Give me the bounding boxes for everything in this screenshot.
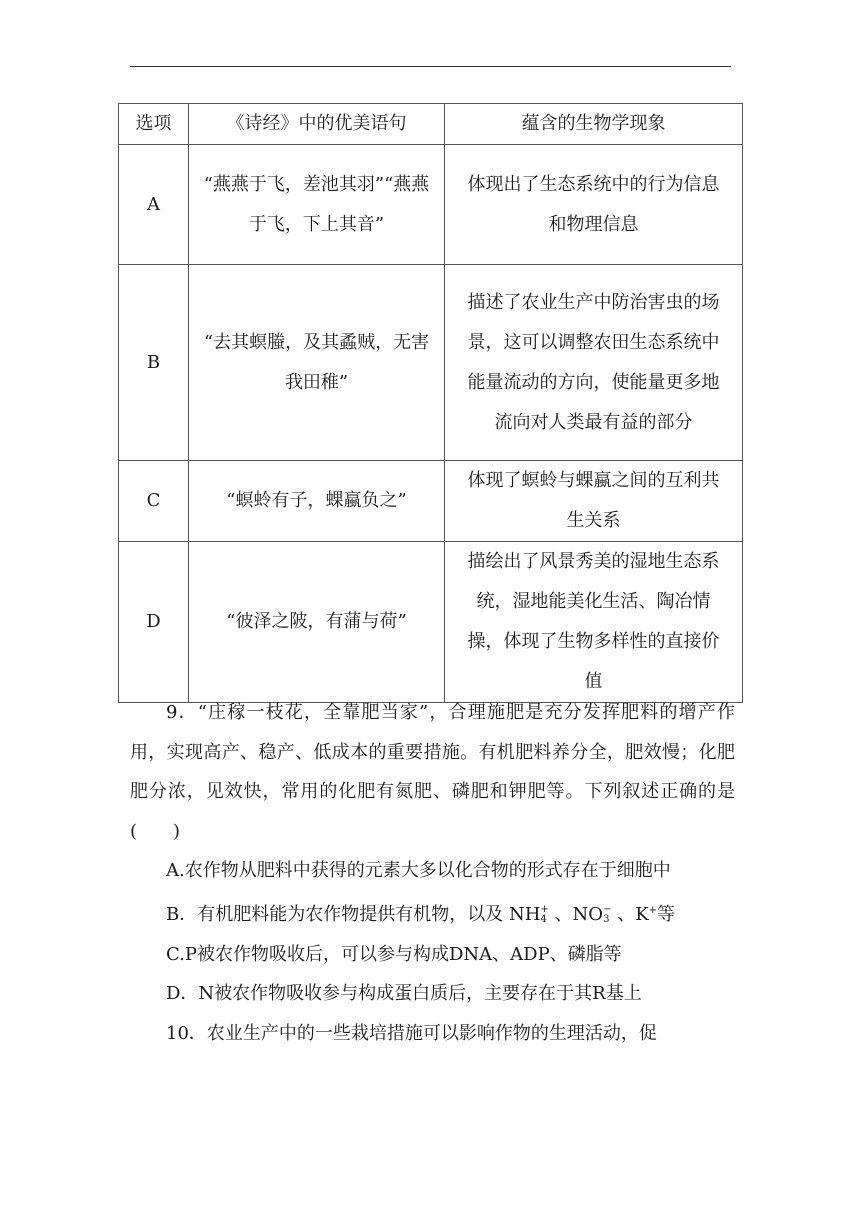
ion-nitrate: NO − 3	[572, 903, 612, 925]
separator: 、	[617, 903, 636, 925]
ion-potassium: K+	[635, 903, 658, 925]
row-option: D	[119, 542, 189, 703]
header-phenomenon: 蕴含的生物学现象	[445, 104, 743, 145]
row-phenomenon: 体现了螟蛉与蜾蠃之间的互利共生关系	[445, 461, 743, 542]
table-row	[119, 461, 743, 542]
ion-ammonium: NH + 4	[508, 903, 549, 925]
row-phenomenon: 描绘出了风景秀美的湿地生态系统，湿地能美化生活、陶冶情操，体现了生物多样性的直接价值	[445, 542, 743, 703]
row-option: C	[119, 461, 189, 542]
row-phenomenon: 描述了农业生产中防治害虫的场景，这可以调整农田生态系统中能量流动的方向，使能量更多地流向对人类最有益的部分	[445, 265, 743, 461]
question-9-stem: 9．“庄稼一枝花，全靠肥当家”，合理施肥是充分发挥肥料的增产作用，实现高产、稳产、低成本的重要措施。有机肥料养分全，肥效慢；化肥肥分浓，见效快，常用的化肥有氮肥、磷肥和钾肥等。下列叙述正确的是( )	[130, 702, 735, 842]
row-verse: “彼泽之陂，有蒲与荷”	[189, 542, 445, 703]
option-b-prefix: B．有机肥料能为农作物提供有机物，以及	[166, 903, 504, 925]
table-row	[119, 542, 743, 703]
header-verse: 《诗经》中的优美语句	[189, 104, 445, 145]
question-body	[130, 693, 735, 1053]
header-rule	[130, 66, 731, 67]
question-9-option-b	[130, 891, 735, 935]
row-verse: “螟蛉有子，蜾蠃负之”	[189, 461, 445, 542]
row-option: B	[119, 265, 189, 461]
poetry-biology-table	[118, 103, 743, 703]
question-10-stem: 10．农业生产中的一些栽培措施可以影响作物的生理活动，促	[166, 1022, 657, 1044]
row-phenomenon: 体现出了生态系统中的行为信息和物理信息	[445, 145, 743, 265]
table-header-row	[119, 104, 743, 145]
table-row	[119, 265, 743, 461]
row-verse: “燕燕于飞，差池其羽”“燕燕于飞，下上其音”	[189, 145, 445, 265]
option-b-suffix: 等	[657, 903, 676, 925]
row-verse: “去其螟螣，及其蟊贼，无害我田稚”	[189, 265, 445, 461]
header-option: 选项	[119, 104, 189, 145]
separator: 、	[554, 903, 573, 925]
question-9-option-a: A.农作物从肥料中获得的元素大多以化合物的形式存在于细胞中	[166, 860, 671, 882]
table-row	[119, 145, 743, 265]
row-option: A	[119, 145, 189, 265]
question-9-option-c: C.P被农作物吸收后，可以参与构成DNA、ADP、磷脂等	[166, 943, 622, 965]
question-9-option-d: D．N被农作物吸收参与构成蛋白质后，主要存在于其R基上	[166, 983, 642, 1005]
